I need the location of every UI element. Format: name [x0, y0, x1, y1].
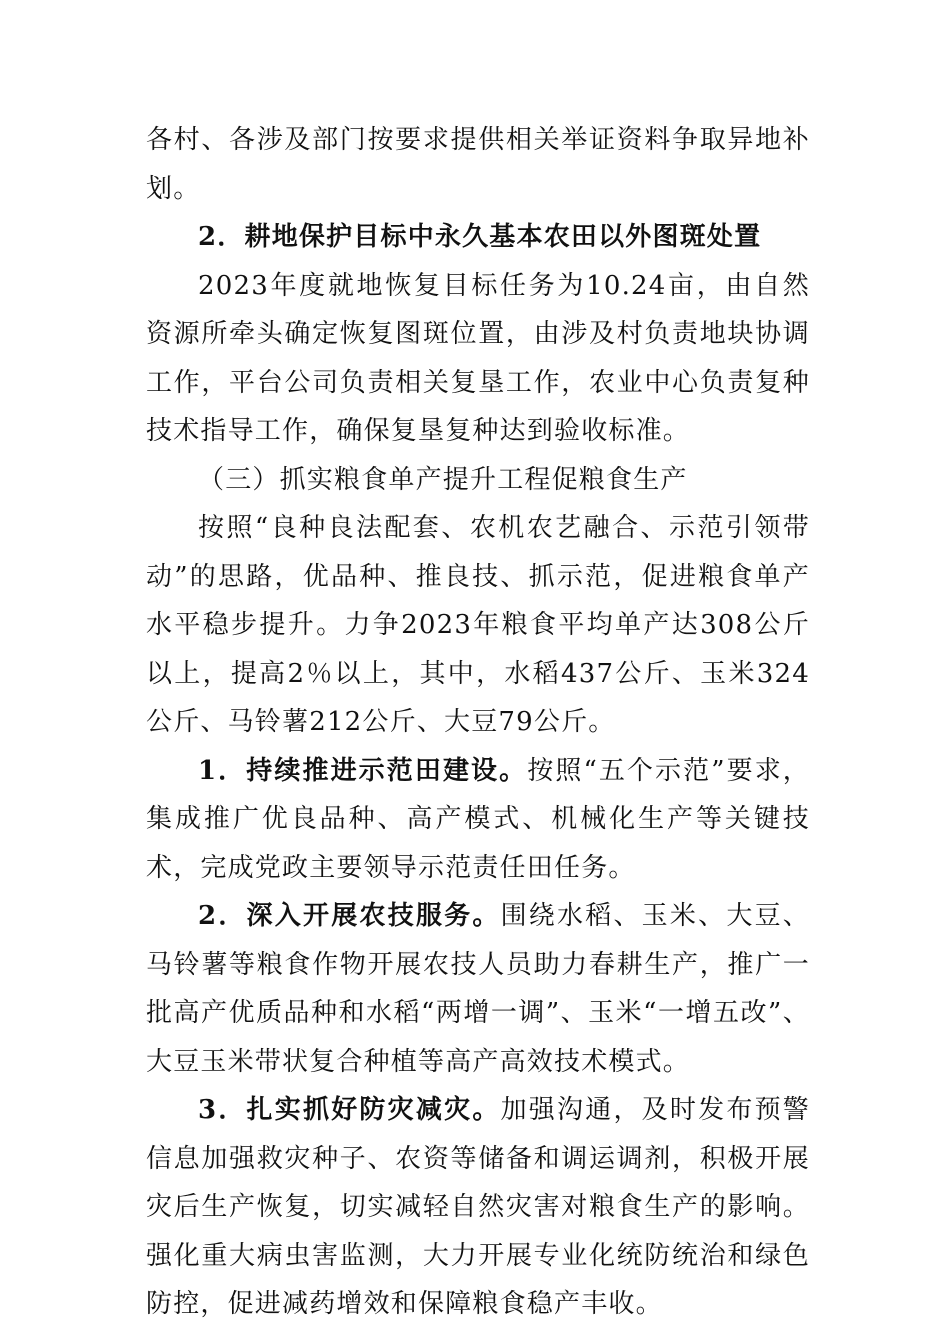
list-item-body: 围绕水稻、玉米、大豆、马铃薯等粮食作物开展农技人员助力春耕生产，推广一批高产优质品种和水稻“两增一调”、玉米“一增五改”、大豆玉米带状复合种植等高产高效技术模式。: [146, 901, 811, 1077]
list-item-body: 加强沟通，及时发布预警信息加强救灾种子、农资等储备和调运调剂，积极开展灾后生产恢复，切实减轻自然灾害对粮食生产的影响。强化重大病虫害监测，大力开展专业化统防统治和绿色防控，促进减药增效和保障粮食稳产丰收。: [146, 1095, 811, 1319]
list-item-agri-services: [146, 892, 810, 1086]
paragraph-restoration-target: 2023年度就地恢复目标任务为10.24亩，由自然资源所牵头确定恢复图斑位置，由涉及村负责地块协调工作，平台公司负责相关复垦工作，农业中心负责复种技术指导工作，确保复垦复种达到验收标准。: [146, 270, 810, 446]
list-item-demo-fields: [146, 747, 810, 893]
section-heading-3: （三）抓实粮食单产提升工程促粮食生产: [198, 464, 688, 495]
paragraph-continuation: 各村、各涉及部门按要求提供相关举证资料争取异地补划。: [146, 125, 810, 204]
list-item-lead: 1．持续推进示范田建设。: [198, 755, 528, 786]
subheading-2-farmland: 2．耕地保护目标中永久基本农田以外图斑处置: [198, 222, 762, 252]
list-item-body: 按照“五个示范”要求，集成推广优良品种、高产模式、机械化生产等关键技术，完成党政主要领导示范责任田任务。: [146, 755, 810, 883]
list-item-lead: 3．扎实抓好防灾减灾。: [198, 1095, 501, 1125]
list-item-lead: 2．深入开展农技服务。: [198, 901, 501, 931]
document-page: [146, 116, 810, 1329]
paragraph-yield-goals: 按照“良种良法配套、农机农艺融合、示范引领带动”的思路，优品种、推良技、抓示范，促进粮食单产水平稳步提升。力争2023年粮食平均单产达308公斤以上，提高2％以上，其中，水稻437公斤、玉米324公斤、马铃薯212公斤、大豆79公斤。: [146, 513, 810, 737]
list-item-disaster-prevention: [146, 1086, 810, 1329]
